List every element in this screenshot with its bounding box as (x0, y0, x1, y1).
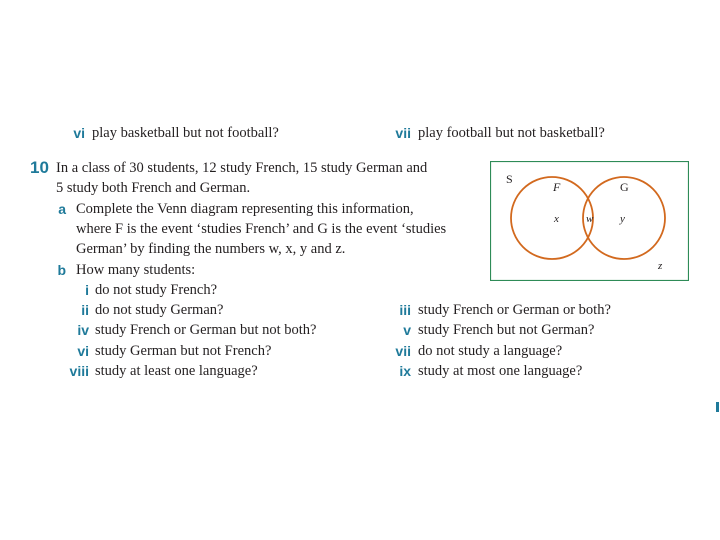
question-number: 10 (30, 158, 49, 177)
venn-label-s: S (506, 172, 513, 186)
venn-label-g: G (620, 180, 629, 194)
subpart-iv-label: iv (77, 322, 89, 338)
subpart-viii-label: viii (69, 363, 89, 379)
venn-circle-f (511, 177, 593, 259)
venn-region-w: w (586, 213, 594, 225)
intro-line-1: In a class of 30 students, 12 study French, 15 study German and (56, 160, 428, 176)
subpart-ix-label: ix (399, 363, 411, 379)
venn-diagram (490, 161, 689, 281)
subpart-ii-label: ii (81, 302, 89, 318)
subpart-v-text: study French but not German? (418, 322, 595, 338)
venn-region-y: y (620, 213, 625, 225)
venn-label-f: F (553, 180, 561, 194)
part-a-label: a (58, 201, 66, 217)
top-left-label: vi (73, 125, 85, 141)
subpart-vi-label: vi (77, 343, 89, 359)
part-a-line-1: Complete the Venn diagram representing this information, (76, 201, 414, 217)
page-edge-marker (716, 402, 719, 412)
part-a-line-3: German’ by finding the numbers w, x, y and z. (76, 241, 346, 257)
venn-region-x: x (554, 213, 559, 225)
subpart-vii-text: do not study a language? (418, 343, 563, 359)
part-a-line-2: where F is the event ‘studies French’ and G is the event ‘studies (76, 221, 447, 237)
top-right-label: vii (395, 125, 411, 141)
subpart-v-label: v (403, 322, 411, 338)
intro-line-2: 5 study both French and German. (56, 180, 251, 196)
part-b-text: How many students: (76, 262, 196, 278)
venn-region-z: z (658, 260, 663, 272)
subpart-viii-text: study at least one language? (95, 363, 258, 379)
part-b-label: b (57, 262, 66, 278)
subpart-ii-text: do not study German? (95, 302, 224, 318)
subpart-vii-label: vii (395, 343, 411, 359)
subpart-i-label: i (85, 282, 89, 298)
subpart-iii-text: study French or German or both? (418, 302, 611, 318)
top-left-text: play basketball but not football? (92, 125, 279, 141)
subpart-vi-text: study German but not French? (95, 343, 272, 359)
top-right-text: play football but not basketball? (418, 125, 605, 141)
subpart-i-text: do not study French? (95, 282, 218, 298)
subpart-iii-label: iii (399, 302, 411, 318)
subpart-ix-text: study at most one language? (418, 363, 583, 379)
subpart-iv-text: study French or German but not both? (95, 322, 317, 338)
